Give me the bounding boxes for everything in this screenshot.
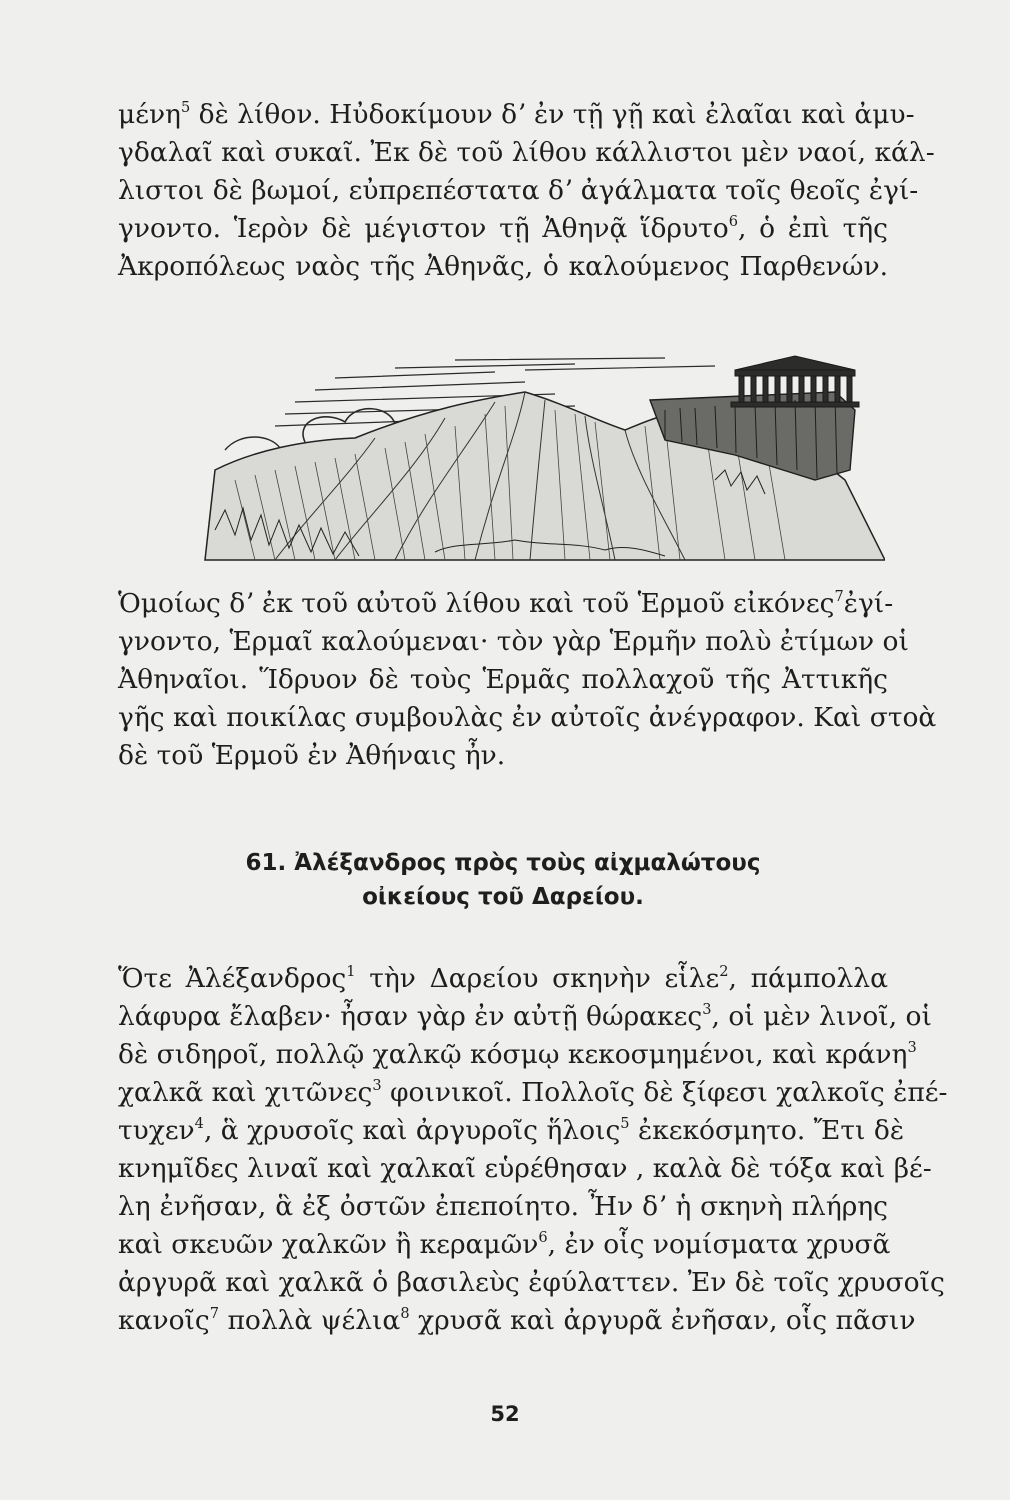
acropolis-parthenon-landscape-icon bbox=[195, 330, 885, 562]
text-line: καὶ σκευῶν χαλκῶν ἢ κεραμῶν$^6$, ἐν οἷς νομίσματα χρυσᾶ bbox=[118, 1229, 891, 1260]
text-line: λη ἐνῆσαν, ἃ ἐξ ὀστῶν ἐπεποίητο. Ἦν δʼ ἡ σκηνὴ πλήρης bbox=[118, 1191, 888, 1222]
footnote-marker: 7 bbox=[834, 588, 844, 606]
text-line: τυχεν$^4$, ἃ χρυσοῖς καὶ ἀργυροῖς ἥλοις$^5$ ἐκεκόσμητο. Ἔτι δὲ bbox=[118, 1115, 905, 1146]
text-line: γδαλαῖ καὶ συκαῖ. Ἐκ δὲ τοῦ λίθου κάλλιστοι μὲν ναοί, κάλ- bbox=[118, 137, 935, 168]
text-line: κνημῖδες λιναῖ καὶ χαλκαῖ εὑρέθησαν , καλὰ δὲ τόξα καὶ βέ- bbox=[118, 1153, 932, 1184]
text-line: λάφυρα ἔλαβεν· ἦσαν γὰρ ἐν αὐτῇ θώρακες$^3$, οἱ μὲν λινοῖ, οἱ bbox=[118, 1001, 932, 1032]
text-line: Ἀκροπόλεως ναὸς τῆς Ἀθηνᾶς, ὁ καλούμενος Παρθενών. bbox=[118, 251, 888, 282]
text-line: χαλκᾶ καὶ χιτῶνες$^3$ φοινικοῖ. Πολλοῖς δὲ ξίφεσι χαλκοῖς ἐπέ- bbox=[118, 1077, 948, 1108]
footnote-marker: 3 bbox=[372, 1077, 382, 1095]
footnote-marker: 3 bbox=[702, 1001, 712, 1019]
footnote-marker: 2 bbox=[719, 963, 729, 981]
middle-paragraph bbox=[118, 585, 937, 775]
text-line: μένη$^5$ δὲ λίθον. Ηὐδοκίμουν δʼ ἐν τῇ γῇ καὶ ἐλαῖαι καὶ ἀμυ- bbox=[118, 99, 915, 130]
text-line: Ὁμοίως δʼ ἐκ τοῦ αὐτοῦ λίθου καὶ τοῦ Ἑρμοῦ εἰκόνες$^7$ἐγί- bbox=[118, 588, 894, 619]
footnote-marker: 8 bbox=[400, 1305, 410, 1323]
top-paragraph bbox=[118, 96, 935, 286]
text-line: Ὅτε Ἀλέξανδρος$^1$ τὴν Δαρείου σκηνὴν εἷλε$^2$, πάμπολλα bbox=[118, 963, 889, 994]
section-heading bbox=[118, 846, 888, 914]
footnote-marker: 6 bbox=[538, 1229, 548, 1247]
footnote-marker: 5 bbox=[180, 99, 191, 117]
heading-line: οἰκείους τοῦ Δαρείου. bbox=[362, 884, 644, 910]
text-line: γνοντο, Ἑρμαῖ καλούμεναι· τὸν γὰρ Ἑρμῆν πολὺ ἐτίμων οἱ bbox=[118, 626, 909, 657]
bottom-paragraph bbox=[118, 960, 948, 1340]
footnote-marker: 3 bbox=[907, 1039, 917, 1057]
text-line: ἀργυρᾶ καὶ χαλκᾶ ὁ βασιλεὺς ἐφύλαττεν. Ἐν δὲ τοῖς χρυσοῖς bbox=[118, 1267, 945, 1298]
text-line: γνοντο. Ἱερὸν δὲ μέγιστον τῇ Ἀθηνᾷ ἵδρυτο$^6$, ὁ ἐπὶ τῆς bbox=[118, 213, 888, 244]
text-line: δὲ σιδηροῖ, πολλῷ χαλκῷ κόσμῳ κεκοσμημένοι, καὶ κράνη$^3$ bbox=[118, 1039, 917, 1070]
footnote-marker: 1 bbox=[346, 963, 356, 981]
text-line: κανοῖς$^7$ πολλὰ ψέλια$^8$ χρυσᾶ καὶ ἀργυρᾶ ἐνῆσαν, οἷς πᾶσιν bbox=[118, 1305, 916, 1336]
footnote-marker: 6 bbox=[728, 213, 738, 231]
footnote-marker: 4 bbox=[194, 1115, 204, 1133]
footnote-marker: 5 bbox=[620, 1115, 630, 1133]
text-line: γῆς καὶ ποικίλας συμβουλὰς ἐν αὐτοῖς ἀνέγραφον. Καὶ στοὰ bbox=[118, 702, 937, 733]
text-line: Ἀθηναῖοι. Ἵδρυον δὲ τοὺς Ἑρμᾶς πολλαχοῦ τῆς Ἀττικῆς bbox=[118, 664, 888, 695]
text-line: δὲ τοῦ Ἑρμοῦ ἐν Ἀθήναις ἦν. bbox=[118, 740, 506, 771]
heading-line: 61. Ἀλέξανδρος πρὸς τοὺς αἰχμαλώτους bbox=[245, 850, 761, 876]
footnote-marker: 7 bbox=[209, 1305, 220, 1323]
text-line: λιστοι δὲ βωμοί, εὐπρεπέστατα δʼ ἀγάλματα τοῖς θεοῖς ἐγί- bbox=[118, 175, 919, 206]
page-number: 52 bbox=[490, 1402, 520, 1426]
